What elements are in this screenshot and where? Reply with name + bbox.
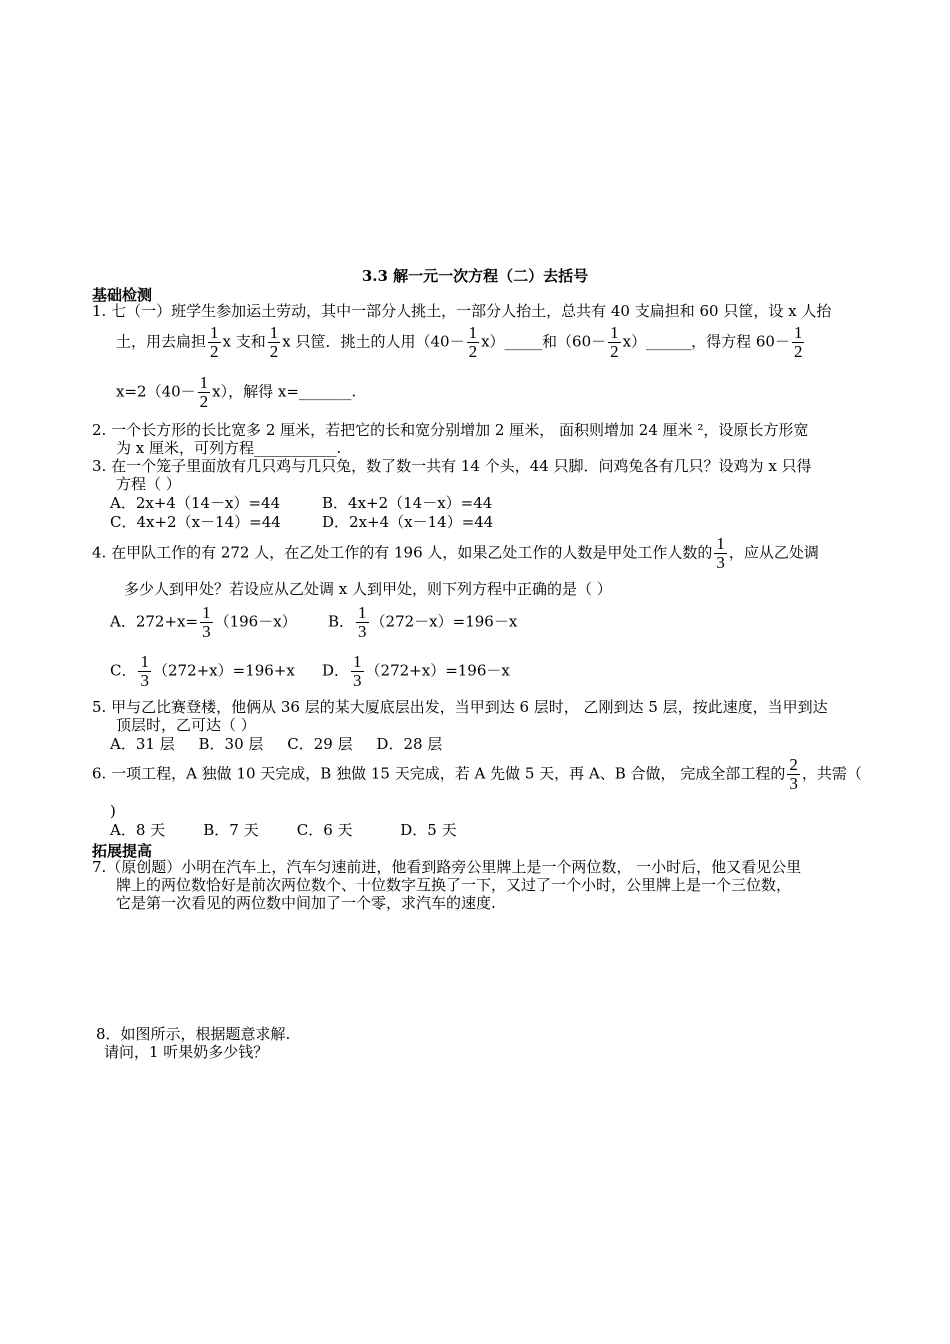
- q1-text-d: x）_____和（60－: [481, 332, 607, 351]
- q5-line-2: 顶层时，乙可达（ ）: [116, 716, 256, 734]
- q6-text-b: ，共需（: [801, 764, 862, 783]
- q3-line-1: 3. 在一个笼子里面放有几只鸡与几只兔，数了数一共有 14 个头，44 只脚．问鸡兔各有几只？设鸡为 x 只得: [92, 457, 812, 475]
- q4-option-c: C． $\frac{1}{3}$ （272+x）=196+x: [110, 652, 295, 690]
- q4-line-2: 多少人到甲处？若设应从乙处调 x 人到甲处，则下列方程中正确的是（ ）: [124, 580, 612, 598]
- fraction-third: $\frac{1}{3}$: [353, 652, 362, 690]
- q4-option-a: A．272+x= $\frac{1}{3}$ （196－x）: [110, 603, 297, 641]
- q7-line-2: 牌上的两位数恰好是前次两位数个、十位数字互换了一下，又过了一个小时，公里牌上是一个三位数，: [116, 876, 792, 894]
- q2-line-1: 2. 一个长方形的长比宽多 2 厘米，若把它的长和宽分别增加 2 厘米， 面积则增加 24 厘米 ²，设原长方形宽: [92, 421, 809, 439]
- q3-option-d: D．2x+4（x－14）=44: [322, 513, 494, 531]
- fraction-half: $\frac{1}{2}$: [610, 323, 619, 361]
- q2-line-2: 为 x 厘米，可列方程___________.: [116, 439, 342, 457]
- q1-text-e: x）______，得方程 60－: [622, 332, 790, 351]
- page-title: 3.3 解一元一次方程（二）去括号: [361, 267, 589, 285]
- q1-line-1: 1. 七（一）班学生参加运土劳动，其中一部分人挑土，一部分人抬土，总共有 40 支扁担和 60 只筐，设 x 人抬: [92, 302, 832, 320]
- q6-options: A．8 天 B．7 天 C．6 天 D．5 天: [110, 821, 457, 839]
- fraction-two-thirds: $\frac{2}{3}$: [789, 755, 798, 793]
- q1-line-3: [116, 374, 356, 411]
- fraction-third: $\frac{1}{3}$: [716, 534, 725, 572]
- q4-text-b: ，应从乙处调: [728, 543, 819, 562]
- q4-option-d: D． $\frac{1}{3}$ （272+x）=196－x: [322, 652, 510, 690]
- q1-text-b: x 支和: [222, 332, 266, 351]
- fraction-half: $\frac{1}{2}$: [210, 323, 219, 361]
- q5-line-1: 5. 甲与乙比赛登楼，他俩从 36 层的某大厦底层出发，当甲到达 6 层时， 乙刚到达 5 层，按此速度，当甲到达: [92, 698, 828, 716]
- q3-option-b: B．4x+2（14－x）=44: [322, 494, 493, 512]
- fraction-half: $\frac{1}{2}$: [269, 323, 279, 361]
- q6-line-1: [92, 756, 862, 793]
- q1-text-a: 土，用去扁担: [116, 332, 207, 351]
- q3-option-c: C．4x+2（x－14）=44: [110, 513, 281, 531]
- q4-line-1: [92, 535, 819, 572]
- q8-line-1: 8．如图所示，根据题意求解.: [96, 1025, 291, 1043]
- fraction-third: $\frac{1}{3}$: [358, 603, 367, 641]
- q1-line-2: [116, 324, 806, 361]
- q4-text-a: 4. 在甲队工作的有 272 人，在乙处工作的有 196 人，如果乙处工作的人数是甲处工作人数的: [92, 543, 713, 562]
- section-heading-extension: 拓展提高: [92, 842, 153, 860]
- q1-text-c: x 只筐．挑土的人用（40－: [282, 332, 465, 351]
- q1-text-f: x=2（40－: [116, 382, 196, 401]
- fraction-third: $\frac{1}{3}$: [140, 652, 149, 690]
- q1-text-g: x），解得 x=_______.: [212, 382, 357, 401]
- q6-line-2: ): [110, 802, 116, 820]
- fraction-half: $\frac{1}{2}$: [468, 323, 478, 361]
- q5-options: A．31 层 B．30 层 C．29 层 D．28 层: [110, 735, 443, 753]
- fraction-third: $\frac{1}{3}$: [202, 603, 211, 641]
- q4-option-b: B． $\frac{1}{3}$ （272－x）=196－x: [328, 603, 518, 641]
- q7-line-3: 它是第一次看见的两位数中间加了一个零，求汽车的速度.: [116, 894, 496, 912]
- q8-line-2: 请问，1 听果奶多少钱？: [104, 1043, 269, 1061]
- section-heading-basic: 基础检测: [92, 286, 153, 304]
- q3-line-2: 方程（ ）: [116, 475, 181, 493]
- fraction-half: $\frac{1}{2}$: [199, 373, 209, 411]
- q7-line-1: 7.（原创题）小明在汽车上，汽车匀速前进，他看到路旁公里牌上是一个两位数， 一小时后，他又看见公里: [92, 858, 802, 876]
- q6-text-a: 6. 一项工程，A 独做 10 天完成，B 独做 15 天完成，若 A 先做 5 天，再 A、B 合做， 完成全部工程的: [92, 764, 786, 783]
- fraction-half: $\frac{1}{2}$: [793, 323, 803, 361]
- q3-option-a: A．2x+4（14－x）=44: [110, 494, 281, 512]
